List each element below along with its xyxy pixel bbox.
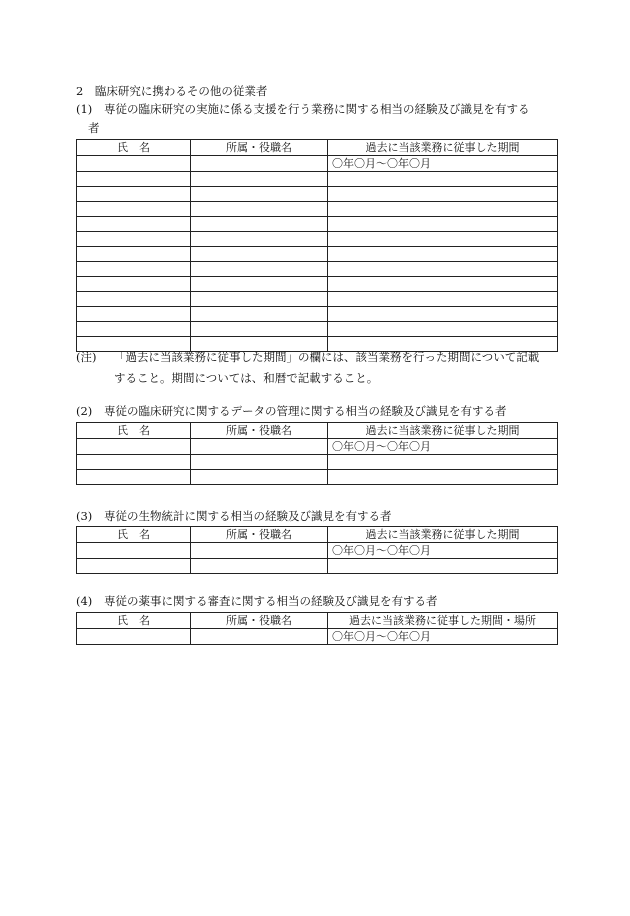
cell-name — [77, 470, 191, 485]
section-heading: 2 臨床研究に携わるその他の従業者 — [76, 84, 268, 98]
table-2-header-row — [77, 423, 558, 439]
subsection-1-title — [76, 102, 530, 116]
table-row — [77, 629, 558, 645]
table-row — [77, 202, 558, 217]
table-row — [77, 232, 558, 247]
cell-name — [77, 322, 191, 337]
cell-affiliation — [191, 629, 328, 645]
table-row — [77, 292, 558, 307]
header-affiliation: 所属・役職名 — [191, 423, 328, 439]
header-affiliation: 所属・役職名 — [191, 527, 328, 543]
cell-period — [328, 232, 558, 247]
cell-name — [77, 292, 191, 307]
table-row — [77, 559, 558, 574]
header-name: 氏 名 — [77, 613, 191, 629]
subsection-3-title-text: 専従の生物統計に関する相当の経験及び識見を有する者 — [104, 509, 392, 523]
cell-affiliation — [191, 455, 328, 470]
table-row — [77, 262, 558, 277]
cell-period — [328, 455, 558, 470]
subsection-3-title — [76, 509, 392, 523]
subsection-3-number: (3) — [76, 509, 93, 523]
table-3 — [76, 526, 558, 574]
table-row — [77, 247, 558, 262]
table-2 — [76, 422, 558, 485]
header-period: 過去に当該業務に従事した期間 — [328, 527, 558, 543]
cell-period: 〇年〇月～〇年〇月 — [328, 629, 558, 645]
note-line-2: すること。期間については、和暦で記載すること。 — [114, 371, 379, 385]
header-affiliation: 所属・役職名 — [191, 613, 328, 629]
cell-affiliation — [191, 322, 328, 337]
cell-period — [328, 322, 558, 337]
subsection-2-title — [76, 404, 507, 418]
cell-name — [77, 455, 191, 470]
cell-period — [328, 292, 558, 307]
table-row — [77, 217, 558, 232]
cell-name — [77, 187, 191, 202]
cell-period — [328, 262, 558, 277]
cell-name — [77, 629, 191, 645]
cell-affiliation — [191, 172, 328, 187]
subsection-1-title-line2: 者 — [88, 121, 100, 135]
cell-period — [328, 307, 558, 322]
cell-name — [77, 559, 191, 574]
header-name: 氏 名 — [77, 527, 191, 543]
cell-affiliation — [191, 187, 328, 202]
cell-period — [328, 470, 558, 485]
note-line-1: 「過去に当該業務に従事した期間」の欄には、該当業務を行った期間について記載 — [114, 350, 540, 364]
cell-affiliation — [191, 232, 328, 247]
subsection-4-title — [76, 594, 438, 608]
cell-name — [77, 202, 191, 217]
cell-period — [328, 202, 558, 217]
cell-period: 〇年〇月～〇年〇月 — [328, 156, 558, 172]
cell-name — [77, 439, 191, 455]
table-row — [77, 172, 558, 187]
cell-affiliation — [191, 470, 328, 485]
cell-period: 〇年〇月～〇年〇月 — [328, 543, 558, 559]
cell-affiliation — [191, 307, 328, 322]
subsection-2-number: (2) — [76, 404, 93, 418]
cell-affiliation — [191, 543, 328, 559]
cell-name — [77, 543, 191, 559]
cell-name — [77, 247, 191, 262]
header-period: 過去に当該業務に従事した期間 — [328, 423, 558, 439]
table-row — [77, 156, 558, 172]
header-period: 過去に当該業務に従事した期間 — [328, 140, 558, 156]
cell-name — [77, 307, 191, 322]
table-row — [77, 277, 558, 292]
header-name: 氏 名 — [77, 423, 191, 439]
cell-affiliation — [191, 277, 328, 292]
subsection-4-title-text: 専従の薬事に関する審査に関する相当の経験及び識見を有する者 — [104, 594, 438, 608]
header-affiliation: 所属・役職名 — [191, 140, 328, 156]
table-row — [77, 307, 558, 322]
cell-name — [77, 277, 191, 292]
cell-name — [77, 217, 191, 232]
cell-period — [328, 187, 558, 202]
subsection-1-title-line1: 専従の臨床研究の実施に係る支援を行う業務に関する相当の経験及び識見を有する — [104, 102, 530, 116]
cell-period — [328, 559, 558, 574]
cell-affiliation — [191, 156, 328, 172]
table-4-header-row — [77, 613, 558, 629]
cell-period — [328, 277, 558, 292]
cell-affiliation — [191, 439, 328, 455]
cell-name — [77, 232, 191, 247]
table-4 — [76, 612, 558, 645]
note-label: (注) — [76, 350, 97, 364]
table-1-header-row — [77, 140, 558, 156]
cell-affiliation — [191, 217, 328, 232]
cell-name — [77, 172, 191, 187]
table-row — [77, 543, 558, 559]
table-row — [77, 322, 558, 337]
table-row — [77, 439, 558, 455]
cell-name — [77, 262, 191, 277]
cell-period — [328, 172, 558, 187]
cell-name — [77, 156, 191, 172]
cell-period — [328, 217, 558, 232]
table-3-header-row — [77, 527, 558, 543]
cell-period: 〇年〇月～〇年〇月 — [328, 439, 558, 455]
cell-affiliation — [191, 262, 328, 277]
subsection-4-number: (4) — [76, 594, 93, 608]
table-row — [77, 470, 558, 485]
subsection-1-number: (1) — [76, 102, 93, 116]
note-block — [76, 347, 539, 389]
subsection-2-title-text: 専従の臨床研究に関するデータの管理に関する相当の経験及び識見を有する者 — [104, 404, 507, 418]
cell-period — [328, 247, 558, 262]
header-period-location: 過去に当該業務に従事した期間・場所 — [328, 613, 558, 629]
table-1 — [76, 139, 558, 352]
cell-affiliation — [191, 559, 328, 574]
header-name: 氏 名 — [77, 140, 191, 156]
table-row — [77, 455, 558, 470]
cell-affiliation — [191, 292, 328, 307]
cell-affiliation — [191, 202, 328, 217]
table-row — [77, 187, 558, 202]
cell-affiliation — [191, 247, 328, 262]
